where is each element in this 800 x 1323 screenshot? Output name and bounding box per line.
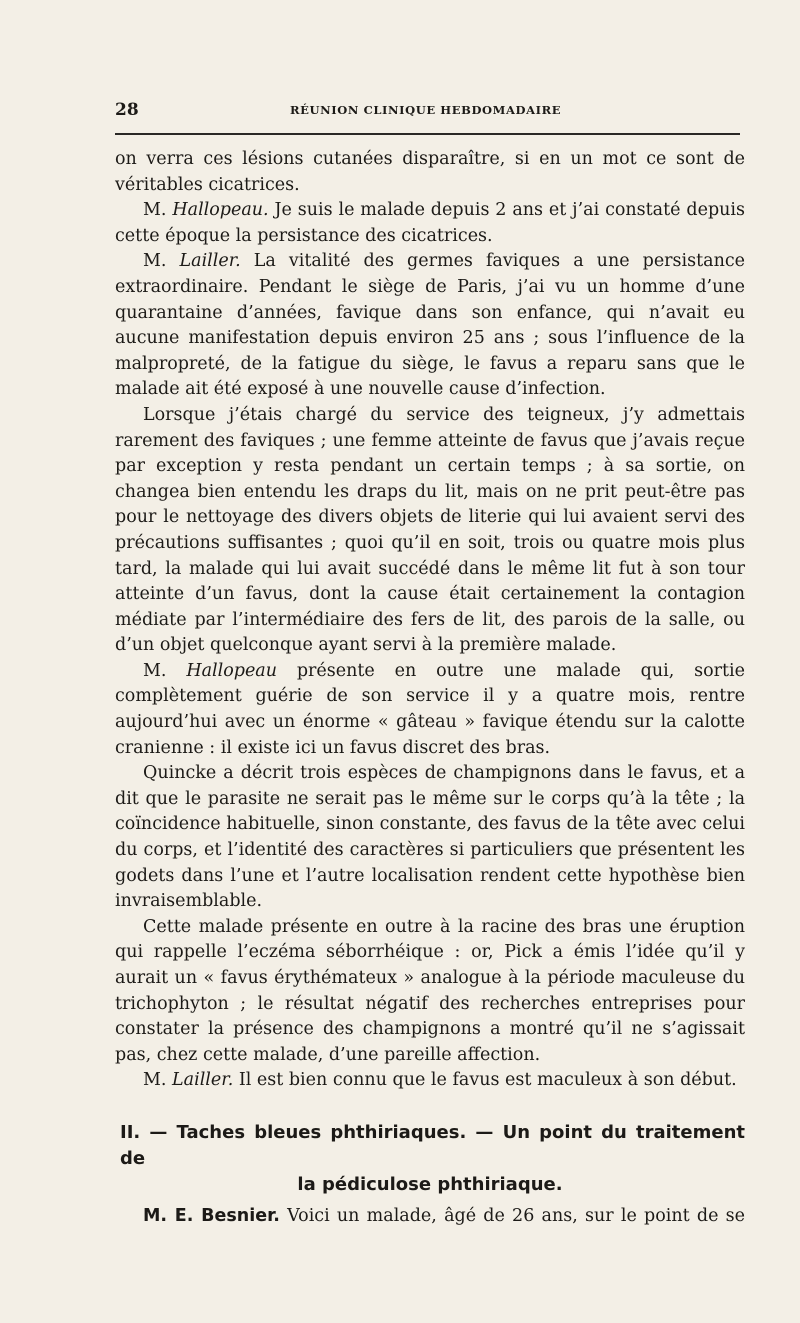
- section-title: [115, 1120, 745, 1198]
- paragraph: Cette malade présente en outre à la racine des bras une éruption qui rappelle l’eczéma séborrhéique : or, Pick a émis l’idée qu’il y aurait un « favus érythémateux » analogue à la période maculeuse du trichophyton ; le résultat négatif des recherches entreprises pour constater la présence des champignons a montré qu’il ne s’agissait pas, chez cette malade, d’une pareille affection.: [115, 916, 745, 1065]
- paragraph: M. Hallopeau. Je suis le malade depuis 2 ans et j’ai constaté depuis cette époque la persistance des cicatrices.: [115, 200, 745, 246]
- header-rule: [115, 133, 740, 135]
- section-title-line-2: la pédiculose phthiriaque.: [297, 1174, 563, 1195]
- paragraph: M. E. Besnier. Voici un malade, âgé de 26 ans, sur le point de se: [143, 1205, 745, 1226]
- paragraph: Quincke a décrit trois espèces de champignons dans le favus, et a dit que le parasite ne serait pas le même sur le corps qu’à la tête ; la coïncidence habituelle, sinon constante, des favus de la tête avec celui du corps, et l’identité des caractères si particuliers que présentent les godets dans l’une et l’autre localisation rendent cette hypothèse bien invraisemblable.: [115, 763, 745, 912]
- paragraph: M. Lailler. Il est bien connu que le favus est maculeux à son début.: [143, 1070, 737, 1091]
- speaker-name: Lailler.: [172, 1070, 234, 1091]
- speaker-name: Hallopeau.: [172, 200, 269, 221]
- body-text: [115, 147, 745, 1094]
- running-head: RÉUNION CLINIQUE HEBDOMADAIRE: [290, 103, 562, 117]
- speaker-name: Hallopeau: [186, 660, 278, 681]
- speaker-name: M. E. Besnier.: [143, 1205, 280, 1226]
- paragraph: on verra ces lésions cutanées disparaître, si en un mot ce sont de véritables cicatrices.: [115, 149, 745, 195]
- speaker-name: Lailler.: [179, 251, 241, 272]
- paragraph: M. Lailler. La vitalité des germes faviques a une persistance extraordinaire. Pendant le siège de Paris, j’ai vu un homme d’une quarantaine d’années, favique dans son enfance, qui n’avait eu aucune manifestation depuis environ 25 ans ; sous l’influence de la malpropreté, de la fatigue du siège, le favus a reparu sans que le malade ait été exposé à une nouvelle cause d’infection.: [115, 251, 745, 400]
- paragraph: M. Hallopeau présente en outre une malade qui, sortie complètement guérie de son service il y a quatre mois, rentre aujourd’hui avec un énorme « gâteau » favique étendu sur la calotte cranienne : il existe ici un favus discret des bras.: [115, 660, 745, 758]
- section-title-line-1: II. — Taches bleues phthiriaques. — Un point du traitement de: [120, 1122, 745, 1169]
- paragraph: Lorsque j’étais chargé du service des teigneux, j’y admettais rarement des faviques ; une femme atteinte de favus que j’avais reçue par exception y resta pendant un certain temps ; à sa sortie, on changea bien entendu les draps du lit, mais on ne prit peut-être pas pour le nettoyage des divers objets de literie qui lui avaient servi des précautions suffisantes ; quoi qu’il en soit, trois ou quatre mois plus tard, la malade qui lui avait succédé dans le même lit fut à son tour atteinte d’un favus, dont la cause était certainement la contagion médiate par l’intermédiaire des fers de lit, des parois de la salle, ou d’un objet quelconque ayant servi à la première malade.: [115, 404, 745, 656]
- page-number: 28: [115, 100, 139, 120]
- page-header: [115, 100, 740, 124]
